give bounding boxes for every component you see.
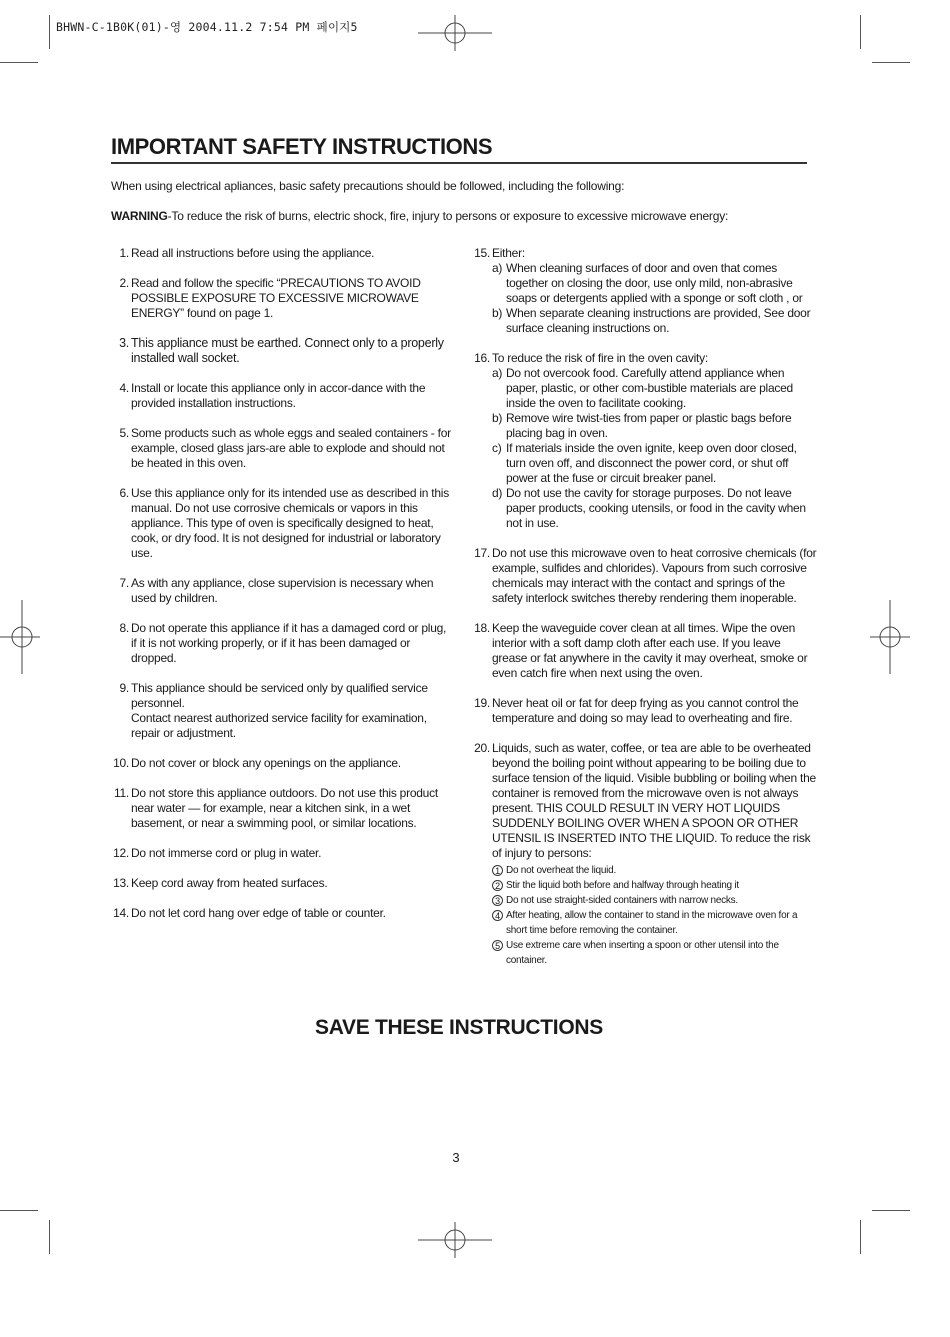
crop-mark [49, 1220, 50, 1254]
crop-mark [872, 62, 910, 63]
crop-mark [872, 1210, 910, 1211]
tip-item: 2 Stir the liquid both before and halfway through heating it [492, 878, 817, 893]
instruction-item: 14. Do not let cord hang over edge of table or counter. [113, 906, 386, 920]
crop-mark [0, 1210, 38, 1211]
registration-mark-icon [870, 600, 910, 674]
page-title: IMPORTANT SAFETY INSTRUCTIONS [111, 134, 807, 164]
registration-mark-icon [418, 15, 492, 51]
instruction-item: 3. This appliance must be earthed. Connect only to a properly installed wall socket. [119, 336, 444, 365]
instruction-item: 10. Do not cover or block any openings on the appliance. [113, 756, 401, 770]
instruction-item: 4. Install or locate this appliance only in accor-dance with the provided installation instructions. [119, 381, 426, 410]
circled-number-icon: 3 [492, 895, 503, 906]
warning-text [111, 208, 831, 224]
left-column [111, 246, 451, 936]
circled-number-icon: 2 [492, 880, 503, 891]
instruction-item: 12. Do not immerse cord or plug in water. [113, 846, 322, 860]
instruction-item: 13. Keep cord away from heated surfaces. [113, 876, 328, 890]
registration-mark-icon [418, 1222, 492, 1258]
save-instructions-heading: SAVE THESE INSTRUCTIONS [315, 1016, 603, 1039]
printer-slug: BHWN-C-1B0K(01)-영 2004.11.2 7:54 PM 페이지5 [56, 20, 358, 34]
instruction-item: 8. Do not operate this appliance if it has a damaged cord or plug, if it is not working properly, or if it has been damaged or dropped. [119, 621, 447, 665]
instruction-item: 18. Keep the waveguide cover clean at all times. Wipe the oven interior with a soft damp cloth after each use. If you leave grease or fat anywhere in the cavity it may overheat, smoke or even catch fire when next using the oven. [474, 621, 808, 680]
circled-number-icon: 5 [492, 940, 503, 951]
sub-item: a) Do not overcook food. Carefully attend appliance when paper, plastic, or other com-bustible materials are placed inside the oven to facilitate cooking. [492, 366, 793, 410]
crop-mark [860, 1220, 861, 1254]
instruction-item: 9. This appliance should be serviced only by qualified service personnel. Contact nearest authorized service facility for examination, repair or adjustment. [119, 681, 428, 740]
warning-label: WARNING [111, 209, 168, 223]
tips-list [492, 863, 817, 968]
tip-item: 5 Use extreme care when inserting a spoon or other utensil into the container. [492, 938, 817, 968]
right-column [472, 246, 817, 983]
instruction-item: 20. Liquids, such as water, coffee, or tea are able to be overheated beyond the boiling point without appearing to be boiling due to surface tension of the liquid. Visible bubbling or boiling when the container is removed from the microwave oven is not always present. THIS COULD RESULT IN VERY HOT LIQUIDS SUDDENLY BOILING OVER WHEN A SPOON OR OTHER UTENSIL IS INSERTED INTO THE LIQUID. To reduce the risk of injury to persons: 1 Do not overheat the liquid. 2 Stir the liquid both before and halfway through heating it 3 Do not use straight-sided containers with narrow necks. 4 After heating, allow the container to stand in the microwave oven for a short time before removing the container. 5 Use extreme care when inserting a spoon or other utensil into the container. [474, 741, 816, 966]
circled-number-icon: 1 [492, 865, 503, 876]
instruction-item: 2. Read and follow the specific “PRECAUTIONS TO AVOID POSSIBLE EXPOSURE TO EXCESSIVE MICROWAVE ENERGY” found on page 1. [119, 276, 421, 320]
circled-number-icon: 4 [492, 910, 503, 921]
instruction-item: 16. To reduce the risk of fire in the oven cavity: a) Do not overcook food. Carefully attend appliance when paper, plastic, or other com-bustible materials are placed inside the oven to facilitate cooking. b) Remove wire twist-ties from paper or plastic bags before placing bag in oven. c) If materials inside the oven ignite, keep oven door closed, turn oven off, and disconnect the power cord, or shut off power at the fuse or circuit breaker panel. d) Do not use the cavity for storage purposes. Do not leave paper products, cooking utensils, or food in the cavity when not in use. [472, 351, 817, 531]
crop-mark [49, 15, 50, 49]
sub-item: a) When cleaning surfaces of door and oven that comes together on closing the door, use only mild, non-abrasive soaps or detergents applied with a sponge or soft cloth , or [492, 261, 803, 305]
instruction-item: 15. Either: a) When cleaning surfaces of door and oven that comes together on closing the door, use only mild, non-abrasive soaps or detergents applied with a sponge or soft cloth , or b) When separate cleaning instructions are provided, See door surface cleaning instructions on. [472, 246, 817, 336]
intro-text: When using electrical apliances, basic safety precautions should be followed, including the following: [111, 179, 625, 193]
instruction-item: 7. As with any appliance, close supervision is necessary when used by children. [119, 576, 434, 605]
instruction-item: 6. Use this appliance only for its intended use as described in this manual. Do not use corrosive chemicals or vapors in this appliance. This type of oven is specifically designed to heat, cook, or dry food. It is not designed for industrial or laboratory use. [119, 486, 449, 560]
instruction-item: 5. Some products such as whole eggs and sealed containers - for example, closed glass jars-are able to explode and should not be heated in this oven. [119, 426, 451, 470]
sub-item: c) If materials inside the oven ignite, keep oven door closed, turn oven off, and disconnect the power cord, or shut off power at the fuse or circuit breaker panel. [492, 441, 797, 485]
crop-mark [0, 62, 38, 63]
sub-item: b) When separate cleaning instructions are provided, See door surface cleaning instructions on. [492, 306, 811, 335]
warning-body: -To reduce the risk of burns, electric shock, fire, injury to persons or exposure to excessive microwave energy: [167, 209, 729, 223]
tip-item: 1 Do not overheat the liquid. [492, 863, 817, 878]
sub-item: d) Do not use the cavity for storage purposes. Do not leave paper products, cooking utensils, or food in the cavity when not in use. [492, 486, 806, 530]
instruction-item: 11. Do not store this appliance outdoors. Do not use this product near water — for example, near a kitchen sink, in a wet basement, or near a swimming pool, or similar locations. [113, 786, 438, 830]
page-number: 3 [452, 1150, 460, 1165]
instruction-item: 19. Never heat oil or fat for deep frying as you cannot control the temperature and doing so may lead to overheating and fire. [474, 696, 799, 725]
sub-item: b) Remove wire twist-ties from paper or plastic bags before placing bag in oven. [492, 411, 792, 440]
instruction-item: 1. Read all instructions before using the appliance. [119, 246, 375, 260]
registration-mark-icon [0, 600, 40, 674]
instruction-item: 17. Do not use this microwave oven to heat corrosive chemicals (for example, sulfides and chlorides). Vapours from such corrosive chemicals may interact with the contact and springs of the safety interlock switches thereby rendering them inoperable. [474, 546, 817, 605]
crop-mark [860, 15, 861, 49]
tip-item: 3 Do not use straight-sided containers with narrow necks. [492, 893, 817, 908]
tip-item: 4 After heating, allow the container to stand in the microwave oven for a short time before removing the container. [492, 908, 817, 938]
